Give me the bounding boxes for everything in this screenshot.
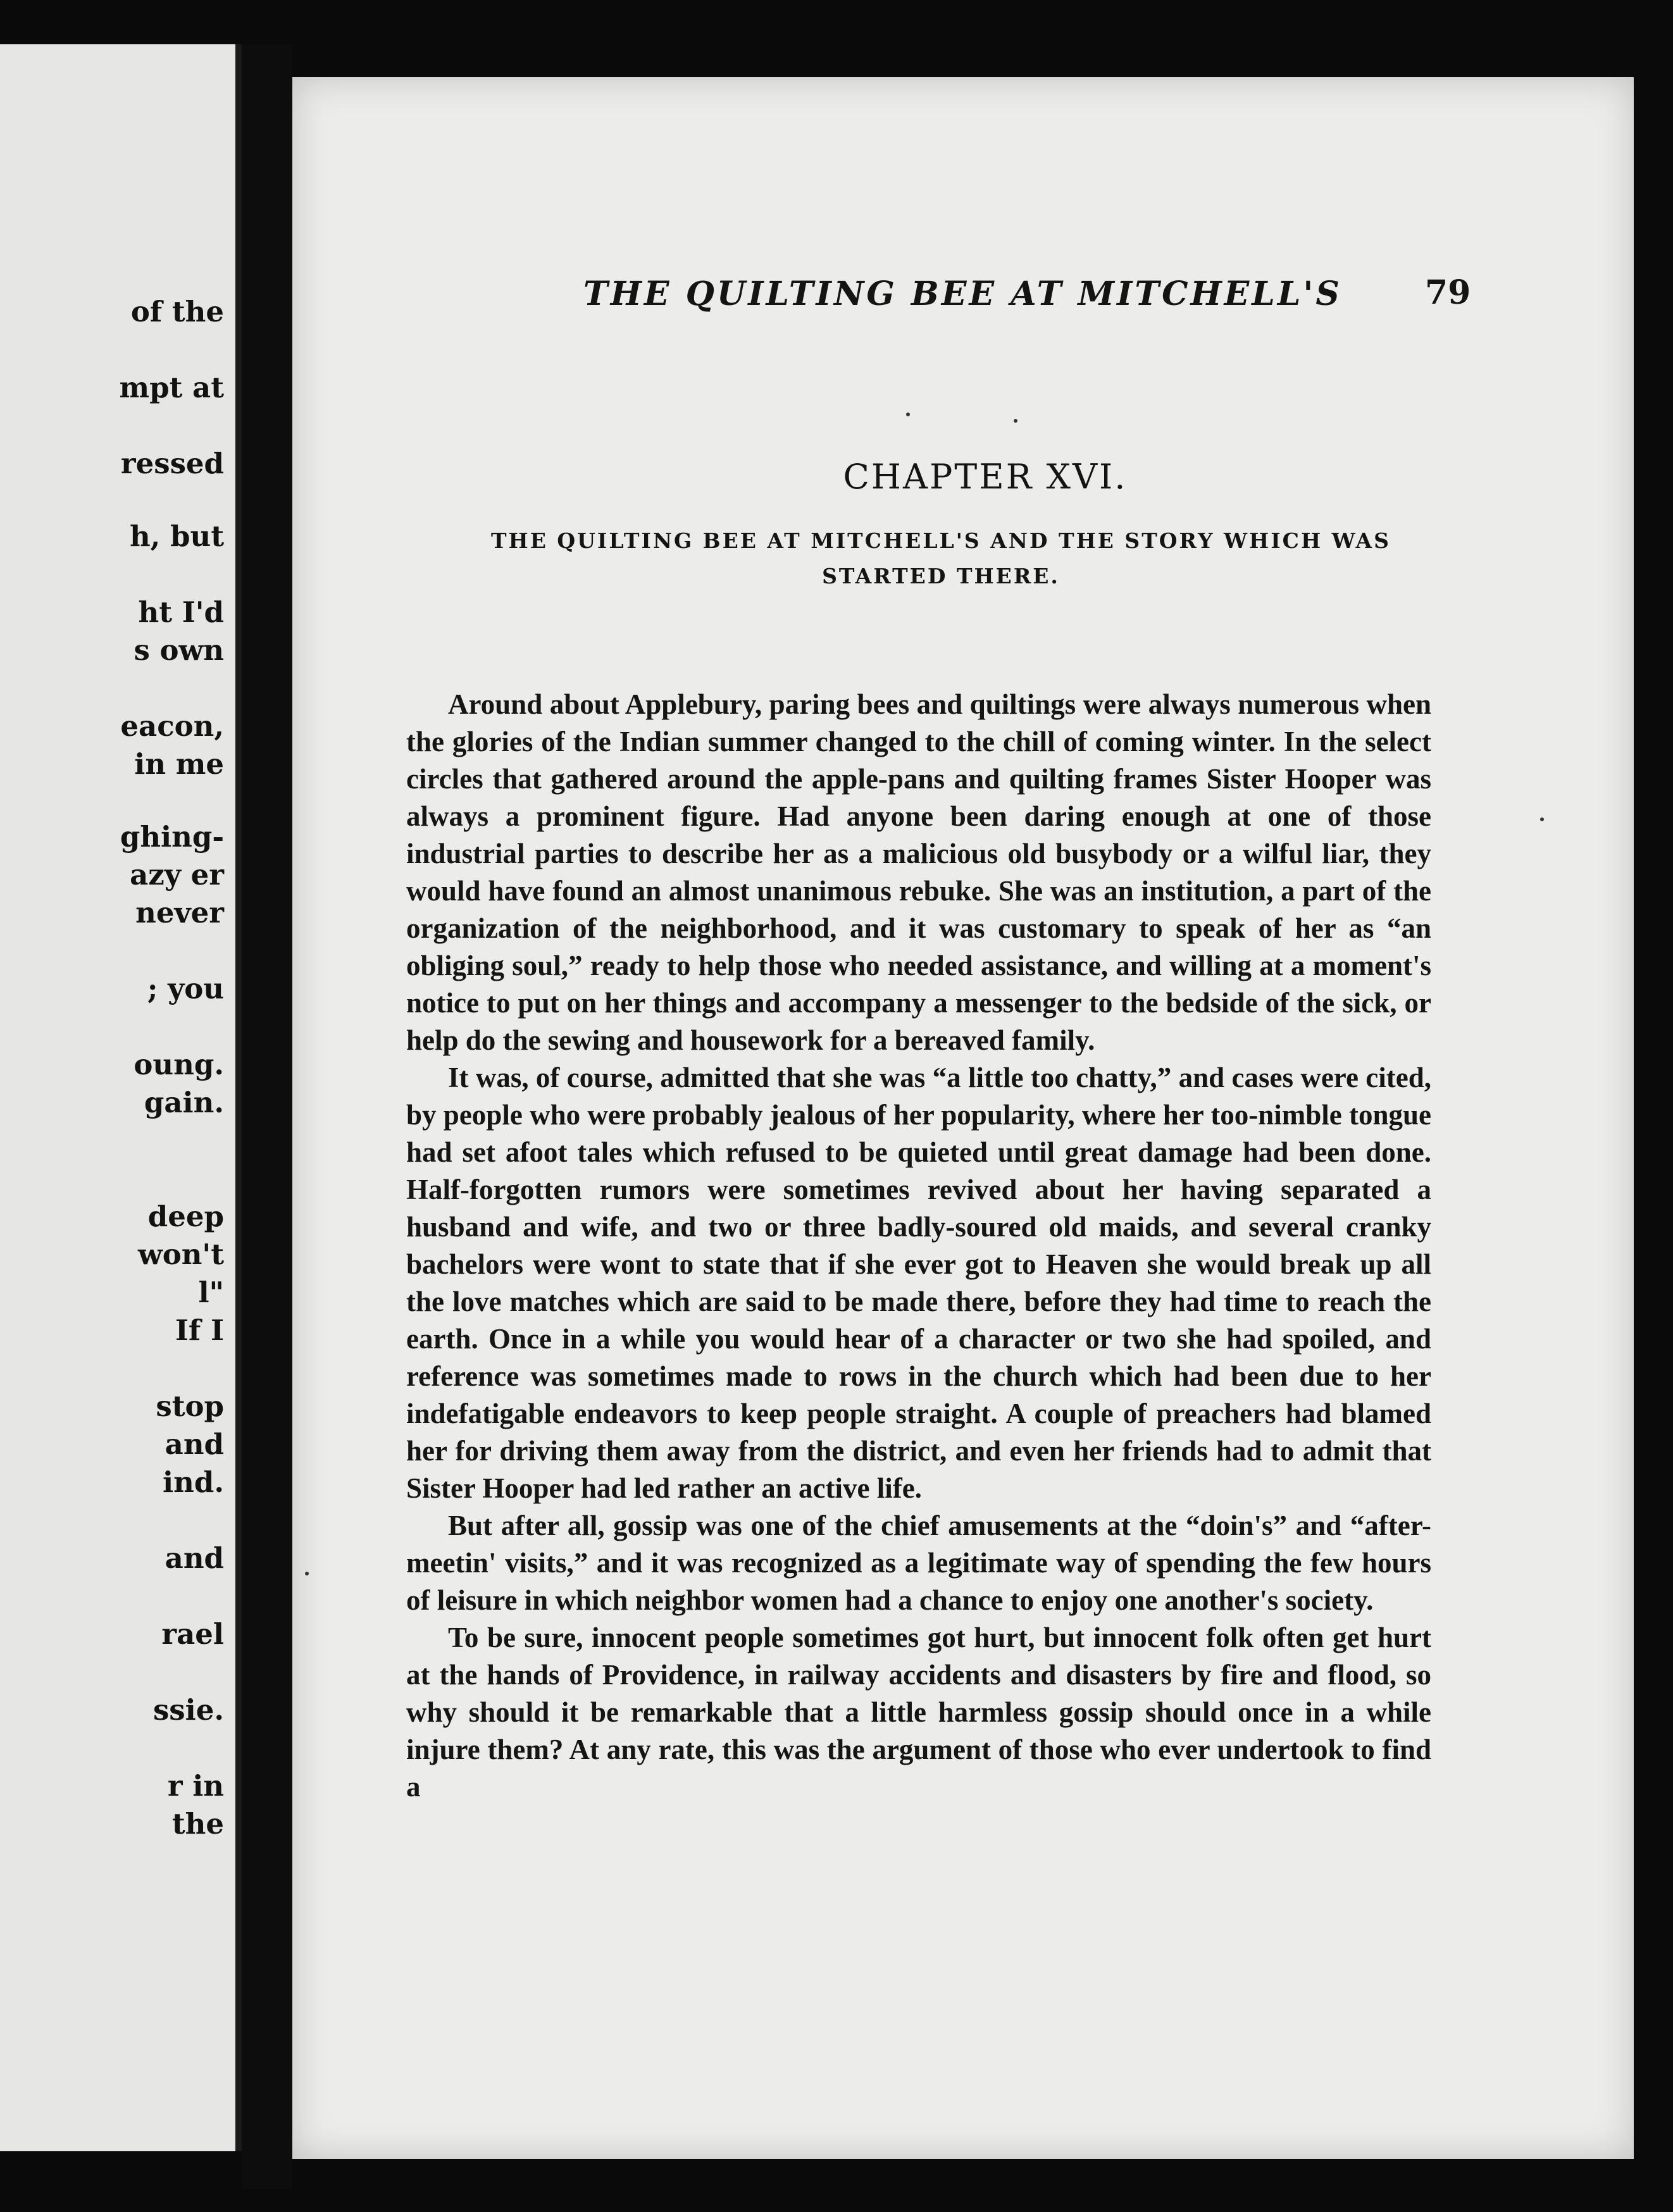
left-page-line-fragment: r in bbox=[167, 1769, 224, 1803]
left-page-line-fragment: ssie. bbox=[152, 1693, 224, 1727]
left-page-line-fragment: the bbox=[171, 1807, 224, 1841]
running-head: THE QUILTING BEE AT MITCHELL'S bbox=[583, 275, 1342, 313]
book-page bbox=[292, 77, 1634, 2159]
left-facing-page bbox=[0, 44, 242, 2151]
left-page-line-fragment: azy er bbox=[130, 858, 224, 892]
left-page-line-fragment: in me bbox=[134, 747, 224, 781]
left-page-line-fragment: and bbox=[165, 1427, 224, 1461]
left-page-line-fragment: never bbox=[135, 896, 224, 929]
chapter-subtitle: THE QUILTING BEE AT MITCHELL'S AND THE STORY WHICH WAS STARTED THERE. bbox=[491, 528, 1391, 588]
ink-speck bbox=[906, 413, 910, 416]
book-gutter bbox=[242, 44, 292, 2189]
left-page-line-fragment: l" bbox=[198, 1276, 224, 1309]
left-page-line-fragment: If I bbox=[175, 1314, 224, 1347]
paragraph: But after all, gossip was one of the chief amusements at the “doin's” and “after-meetin' visits,” and it was recognized as a legitimate way of spending the few hours of leisure in which neighbor women had a chance to enjoy one another's society. bbox=[406, 1510, 1431, 1616]
paragraph: Around about Applebury, paring bees and quiltings were always numerous when the glories of the Indian summer changed to the chill of coming winter. In the select circles that gathered around the apple-pans and quilting frames Sister Hooper was always a prominent figure. Had anyone been daring enough at one of those industrial parties to describe her as a malicious old busybody or a wilful liar, they would have found an almost unanimous rebuke. She was an institution, a part of the organization of the neighborhood, and it was customary to speak of her as “an obliging soul,” ready to help those who needed assistance, and willing at a moment's notice to put on her things and accompany a messenger to the bedside of the sick, or help do the sewing and housework for a bereaved family. bbox=[406, 688, 1431, 1056]
left-page-line-fragment: deep bbox=[147, 1200, 224, 1233]
left-page-line-fragment: ghing- bbox=[120, 820, 224, 854]
body-text bbox=[406, 686, 1431, 1806]
ink-speck bbox=[305, 1572, 309, 1575]
paragraph: To be sure, innocent people sometimes got hurt, but innocent folk often get hurt at the hands of Providence, in railway accidents and disasters by fire and flood, so why should it be remarkable that a little harmless gossip should once in a while injure them? At any rate, this was the argument of those who ever undertook to find a bbox=[406, 1622, 1431, 1803]
left-page-line-fragment: ind. bbox=[163, 1465, 224, 1499]
left-page-line-fragment: won't bbox=[137, 1238, 224, 1271]
left-page-line-fragment: ; you bbox=[147, 972, 224, 1005]
left-page-line-fragment: stop bbox=[156, 1389, 224, 1423]
left-page-line-fragment: mpt at bbox=[119, 371, 224, 404]
left-page-line-fragment: ht I'd bbox=[138, 595, 224, 629]
left-page-line-fragment: s own bbox=[134, 633, 224, 667]
left-page-line-fragment: of the bbox=[130, 295, 224, 328]
ink-speck bbox=[1014, 419, 1017, 423]
left-page-line-fragment: and bbox=[165, 1541, 224, 1575]
left-page-line-fragment: gain. bbox=[144, 1086, 224, 1119]
chapter-title: CHAPTER XVI. bbox=[843, 457, 1128, 497]
left-page-line-fragment: eacon, bbox=[120, 709, 224, 743]
ink-speck bbox=[1540, 817, 1544, 821]
left-page-line-fragment: ressed bbox=[120, 447, 224, 480]
left-page-line-fragment: h, but bbox=[129, 519, 224, 553]
left-page-line-fragment: oung. bbox=[134, 1048, 224, 1081]
paragraph: It was, of course, admitted that she was “a little too chatty,” and cases were cited, by people who were probably jealous of her popularity, where her too-nimble tongue had set afoot tales which refused to be quieted until great damage had been done. Half-forgotten rumors were sometimes revived about her having separated a husband and wife, and two or three badly-soured old maids, and several cranky bachelors were wont to state that if she ever got to Heaven she would break up all the love matches which are said to be made there, before they had time to reach the earth. Once in a while you would hear of a character or two she had spoiled, and reference was sometimes made to rows in the church which had been due to her indefatigable endeavors to keep people straight. A couple of preachers had blamed her for driving them away from the district, and even her friends had to admit that Sister Hooper had led rather an active life. bbox=[406, 1062, 1431, 1504]
left-page-line-fragment: rael bbox=[161, 1617, 224, 1651]
page-number: 79 bbox=[1425, 273, 1471, 312]
